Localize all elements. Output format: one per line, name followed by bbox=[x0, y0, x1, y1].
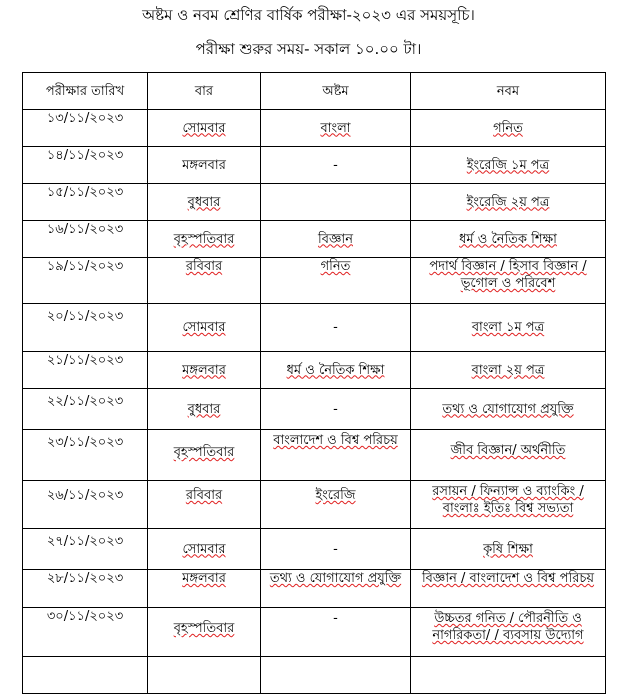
header-class-eight: অষ্টম bbox=[261, 73, 411, 110]
table-row bbox=[23, 184, 606, 221]
class-nine-subject: ধর্ম ও নৈতিক শিক্ষা bbox=[459, 231, 557, 247]
class-nine-subject: বাংলা ১ম পত্র bbox=[471, 320, 545, 335]
exam-date: ২৮/১১/২০২৩ bbox=[23, 570, 148, 608]
class-eight-subject: বিজ্ঞান bbox=[318, 231, 353, 247]
exam-day: বৃহস্পতিবার bbox=[173, 621, 235, 636]
exam-day: মঙ্গলবার bbox=[182, 362, 226, 378]
exam-day: মঙ্গলবার bbox=[182, 157, 226, 173]
exam-day: বুধবার bbox=[187, 194, 221, 210]
class-nine-subject: জীব বিজ্ঞান/ অর্থনীতি bbox=[450, 443, 566, 458]
exam-date: ১৩/১১/২০২৩ bbox=[23, 110, 148, 147]
table-row bbox=[23, 221, 606, 258]
table-header-row bbox=[23, 73, 606, 110]
class-nine-subject: ইংরেজি ২য় পত্র bbox=[466, 194, 550, 210]
class-eight-subject: বাংলাদেশ ও বিশ্ব পরিচয় bbox=[273, 433, 398, 448]
table-row bbox=[23, 529, 606, 570]
exam-date: ১৬/১১/২০২৩ bbox=[23, 221, 148, 258]
exam-day: রবিবার bbox=[185, 259, 223, 274]
class-eight-subject: - bbox=[333, 541, 338, 557]
exam-date: ২০/১১/২০২৩ bbox=[23, 304, 148, 352]
exam-date: ১৪/১১/২০২৩ bbox=[23, 147, 148, 184]
exam-date bbox=[23, 657, 148, 694]
class-eight-subject: তথ্য ও যোগাযোগ প্রযুক্তি bbox=[269, 571, 402, 586]
exam-date: ১৯/১১/২০২৩ bbox=[23, 258, 148, 304]
class-nine-subject: রসায়ন / ফিন্যান্স ও ব্যাংকিং /বাংলাঃ ইতিঃ বিশ্ব সভ্যতা bbox=[432, 484, 584, 516]
class-eight-subject: - bbox=[333, 320, 338, 335]
header-day: বার bbox=[148, 73, 261, 110]
class-eight-subject: গনিত bbox=[320, 259, 351, 274]
class-eight-subject: - bbox=[333, 157, 338, 173]
table-row bbox=[23, 147, 606, 184]
class-eight-subject: ইংরেজি bbox=[315, 488, 356, 503]
exam-date: ৩০/১১/২০২৩ bbox=[23, 608, 148, 657]
class-nine-subject: বাংলা ২য় পত্র bbox=[471, 362, 545, 378]
exam-date: ২৬/১১/২০২৩ bbox=[23, 481, 148, 529]
exam-date: ২৭/১১/২০২৩ bbox=[23, 529, 148, 570]
exam-day: সোমবার bbox=[182, 320, 226, 335]
exam-schedule-table bbox=[22, 72, 606, 694]
class-nine-subject: ইংরেজি ১ম পত্র bbox=[466, 157, 550, 173]
exam-day: সোমবার bbox=[182, 120, 226, 136]
document-subtitle: পরীক্ষা শুরুর সময়- সকাল ১০.০০ টা। bbox=[195, 40, 422, 58]
table-row bbox=[23, 304, 606, 352]
class-eight-subject: - bbox=[333, 401, 338, 417]
class-eight-subject: বাংলা bbox=[320, 120, 351, 136]
exam-day: সোমবার bbox=[182, 541, 226, 557]
header-date: পরীক্ষার তারিখ bbox=[23, 73, 148, 110]
class-nine-subject: উচ্চতর গনিত / পৌরনীতি ও নাগরিকতা/ / ব্যবসায় উদ্যোগ bbox=[432, 611, 584, 643]
class-nine-subject: তথ্য ও যোগাযোগ প্রযুক্তি bbox=[442, 401, 574, 417]
exam-date: ২১/১১/২০২৩ bbox=[23, 352, 148, 389]
class-nine-subject: কৃষি শিক্ষা bbox=[483, 541, 533, 557]
document-title: অষ্টম ও নবম শ্রেণির বার্ষিক পরীক্ষা-২০২৩ এর সময়সূচি। bbox=[142, 6, 475, 24]
table-row bbox=[23, 430, 606, 481]
table-row bbox=[23, 389, 606, 430]
table-row bbox=[23, 570, 606, 608]
class-nine-subject: বিজ্ঞান / বাংলাদেশ ও বিশ্ব পরিচয় bbox=[421, 571, 595, 586]
table-row bbox=[23, 352, 606, 389]
exam-date: ২২/১১/২০২৩ bbox=[23, 389, 148, 430]
exam-day: বৃহস্পতিবার bbox=[173, 445, 235, 460]
class-nine-subject: পদার্থ বিজ্ঞান / হিসাব বিজ্ঞান / ভূগোল ও পরিবেশ bbox=[429, 259, 587, 291]
header-class-nine: নবম bbox=[411, 73, 606, 110]
class-eight-subject: ধর্ম ও নৈতিক শিক্ষা bbox=[286, 362, 385, 378]
exam-day: মঙ্গলবার bbox=[182, 571, 226, 586]
table-row bbox=[23, 258, 606, 304]
table-row bbox=[23, 608, 606, 657]
exam-date: ১৫/১১/২০২৩ bbox=[23, 184, 148, 221]
exam-date: ২৩/১১/২০২৩ bbox=[23, 430, 148, 481]
exam-day: বৃহস্পতিবার bbox=[173, 231, 235, 247]
class-eight-subject: - bbox=[333, 611, 338, 626]
table-row bbox=[23, 657, 606, 694]
table-row bbox=[23, 110, 606, 147]
exam-day: বুধবার bbox=[187, 401, 221, 417]
class-nine-subject: গনিত bbox=[493, 120, 523, 136]
exam-day: রবিবার bbox=[185, 488, 223, 503]
table-row bbox=[23, 481, 606, 529]
